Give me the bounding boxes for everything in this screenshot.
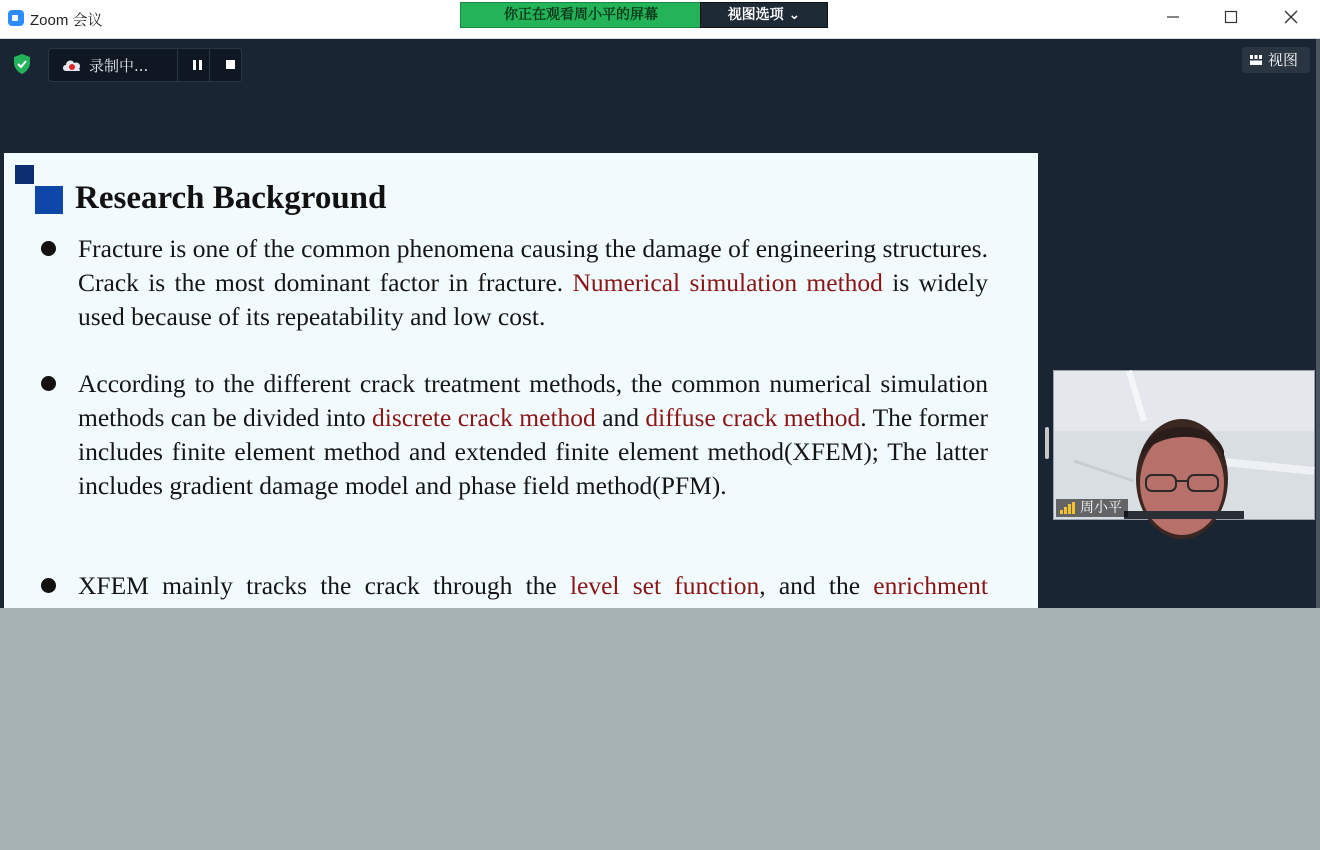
bullet-text-segment: and — [595, 403, 646, 432]
highlighted-term: discrete crack method — [372, 403, 596, 432]
bullet-text-segment: , and the — [759, 571, 874, 600]
bullet-text-segment: According to the different crack treatment methods, the common numerical simulation methods can be divided into — [78, 369, 988, 432]
highlighted-term: Numerical simulation method — [572, 268, 883, 297]
bullet-text-segment: XFEM mainly tracks the crack through the — [78, 571, 570, 600]
participant-video-frame — [1054, 371, 1314, 519]
stop-icon[interactable] — [215, 49, 247, 81]
bullet-text-segment: is widely used because of its repeatability and low cost. — [78, 268, 988, 331]
participant-name: 周小平 — [1080, 500, 1122, 516]
view-options-button[interactable]: 视图选项 ⌄ — [700, 2, 828, 28]
highlighted-term: enrichment — [873, 571, 988, 600]
recording-controls — [48, 48, 242, 82]
minimize-icon[interactable] — [1158, 8, 1188, 30]
bullet-dot — [41, 241, 56, 256]
highlighted-term: level set function — [569, 571, 760, 600]
window-titlebar — [0, 0, 1320, 39]
signal-strength-icon — [1060, 502, 1076, 514]
recording-status-label: 录制中... — [89, 57, 149, 75]
view-button[interactable] — [1242, 47, 1310, 73]
screen-share-banner: 你正在观看周小平的屏幕 — [460, 2, 702, 28]
resize-handle[interactable] — [1045, 427, 1049, 459]
bullet-text — [78, 232, 988, 334]
bullet-text-segment: . The former includes finite element method and extended finite element method(XFEM); The latter includes gradient damage model and phase field method(PFM). — [78, 403, 988, 500]
shield-check-icon[interactable] — [12, 53, 32, 75]
participant-name-tag — [1056, 499, 1128, 517]
zoom-logo-icon — [8, 10, 24, 26]
slide-decoration — [15, 165, 34, 184]
cloud-record-icon — [61, 57, 83, 73]
empty-area — [0, 608, 1320, 850]
divider — [177, 49, 178, 81]
bullet-dot — [41, 578, 56, 593]
divider — [209, 49, 210, 81]
highlighted-term: diffuse crack method — [645, 403, 861, 432]
participant-video[interactable] — [1053, 370, 1315, 520]
app-title: Zoom 会议 — [30, 12, 103, 29]
close-icon[interactable] — [1276, 8, 1306, 30]
bullet-dot — [41, 376, 56, 391]
maximize-icon[interactable] — [1216, 8, 1246, 30]
slide-decoration — [35, 186, 63, 214]
shared-slide — [4, 153, 1038, 608]
bullet-text — [78, 367, 988, 503]
bullet-text-segment: Fracture is one of the common phenomena causing the damage of engineering structures. Crack is the most dominant factor in fracture. — [78, 234, 988, 297]
slide-title: Research Background — [75, 180, 387, 216]
grid-view-icon — [1250, 55, 1262, 65]
view-button-label: 视图 — [1268, 51, 1299, 69]
window-edge — [1316, 39, 1320, 608]
